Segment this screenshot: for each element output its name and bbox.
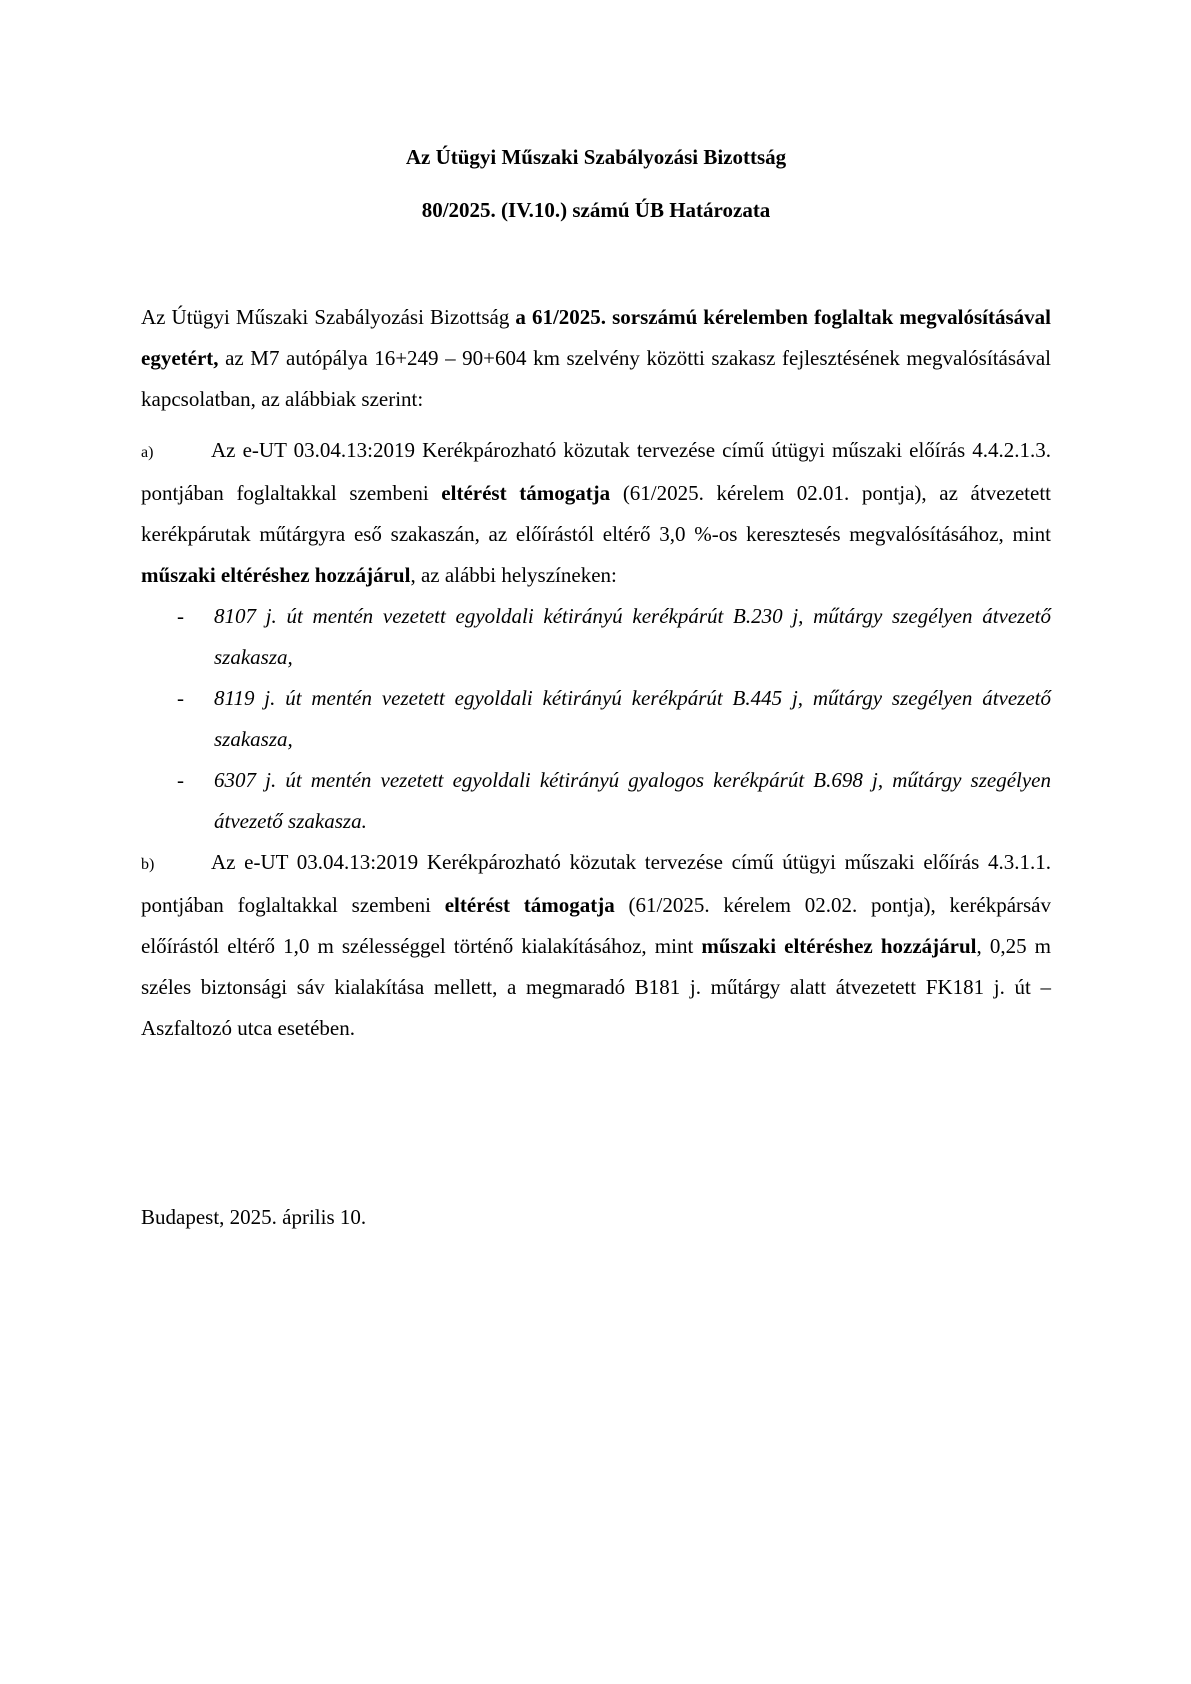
intro-text-2: az M7 autópálya 16+249 – 90+604 km szelvény közötti szakasz fejlesztésének megvalósításával kapcsolatban, az alábbiak szerint:: [141, 346, 1051, 411]
item-a-text-1: Az e-UT 03.04.13:2019 Kerékpározható közutak tervezése című útügyi műszaki előírás 4.4.2.1.3. pontjában foglaltakkal szembeni: [141, 438, 1051, 505]
item-b-bold-1: eltérést támogatja: [444, 893, 615, 917]
location-text: 6307 j. út mentén vezetett egyoldali kétirányú gyalogos kerékpárút B.698 j, műtárgy szegélyen átvezető szakasza.: [214, 768, 1051, 833]
location-text: 8107 j. út mentén vezetett egyoldali kétirányú kerékpárút B.230 j, műtárgy szegélyen átvezető szakasza,: [214, 604, 1051, 669]
intro-paragraph: [141, 297, 1051, 420]
item-a: [141, 430, 1051, 596]
intro-bold-text: a 61/2025. sorszámú kérelemben foglaltak megvalósításával egyetért,: [141, 305, 1052, 370]
document-title-committee: Az Útügyi Műszaki Szabályozási Bizottság: [405, 145, 787, 169]
item-b-text-2: (61/2025. kérelem 02.02. pontja), kerékpársáv előírástól eltérő 1,0 m szélességgel történő kialakításához, mint: [141, 893, 1051, 958]
item-a-text-3: , az alábbi helyszíneken:: [410, 563, 617, 587]
location-item: [141, 678, 1051, 760]
item-b-marker: b): [141, 856, 155, 873]
location-item: [141, 596, 1051, 678]
dash-bullet: -: [177, 686, 184, 710]
dash-bullet: -: [177, 604, 184, 628]
item-b: [141, 842, 1051, 1049]
dash-bullet: -: [177, 768, 184, 792]
location-text: 8119 j. út mentén vezetett egyoldali kétirányú kerékpárút B.445 j, műtárgy szegélyen átvezető szakasza,: [214, 686, 1051, 751]
location-item: [141, 760, 1051, 842]
place-and-date: Budapest, 2025. április 10.: [141, 1205, 367, 1229]
item-a-marker: a): [141, 444, 154, 461]
item-a-bold-2: műszaki eltéréshez hozzájárul: [141, 563, 411, 587]
item-b-text-1: Az e-UT 03.04.13:2019 Kerékpározható közutak tervezése című útügyi műszaki előírás 4.3.1.1. pontjában foglaltakkal szembeni: [141, 850, 1051, 917]
document-title-resolution-number: 80/2025. (IV.10.) számú ÚB Határozata: [421, 198, 771, 222]
item-a-text-2: (61/2025. kérelem 02.01. pontja), az átvezetett kerékpárutak műtárgyra eső szakaszán, az előírástól eltérő 3,0 %-os keresztesés megvalósításához, mint: [141, 481, 1051, 546]
item-b-bold-2: műszaki eltéréshez hozzájárul: [701, 934, 977, 958]
document-page: [141, 0, 1051, 1684]
location-list: [141, 596, 1051, 842]
item-a-bold-1: eltérést támogatja: [441, 481, 611, 505]
resolution-body: [141, 297, 1051, 1049]
intro-text-1: Az Útügyi Műszaki Szabályozási Bizottság: [141, 305, 516, 329]
item-b-text-3: , 0,25 m széles biztonsági sáv kialakítása mellett, a megmaradó B181 j. műtárgy alatt átvezetett FK181 j. út – Aszfaltozó utca esetében.: [141, 934, 1051, 1040]
